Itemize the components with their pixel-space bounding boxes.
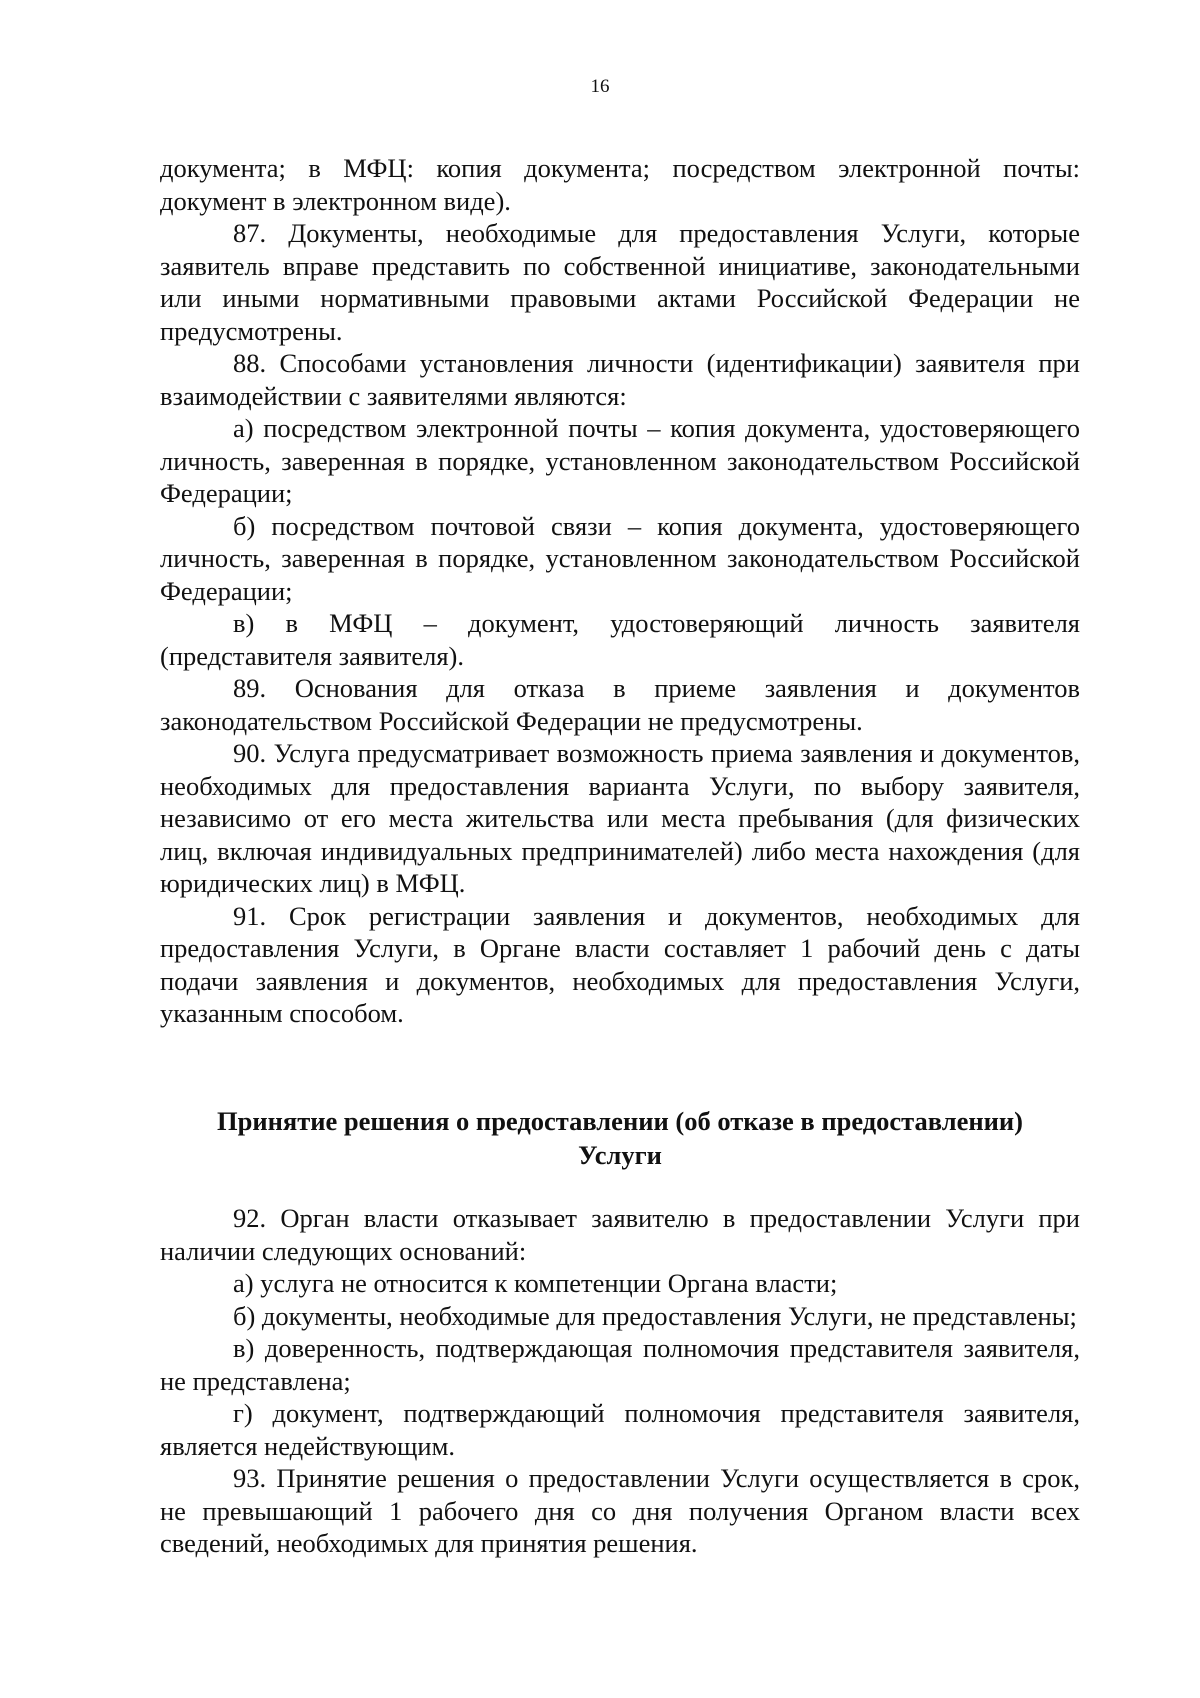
text-section-services-documents bbox=[160, 152, 1080, 1030]
paragraph-89: 89. Основания для отказа в приеме заявления и документов законодательством Российской Федерации не предусмотрены. bbox=[160, 673, 1080, 736]
paragraph-92-a: а) услуга не относится к компетенции Органа власти; bbox=[233, 1268, 838, 1298]
paragraph-91: 91. Срок регистрации заявления и документов, необходимых для предоставления Услуги, в Органе власти составляет 1 рабочий день с даты подачи заявления и документов, необходимых для предоставления Услуги, указанным способом. bbox=[160, 900, 1080, 1028]
paragraph-87: 87. Документы, необходимые для предоставления Услуги, которые заявитель вправе представить по собственной инициативе, законодательными или иными нормативными правовыми актами Российской Федерации не предусмотрены. bbox=[160, 218, 1080, 346]
paragraph-92-b: б) документы, необходимые для предоставления Услуги, не представлены; bbox=[233, 1300, 1077, 1331]
paragraph-88: 88. Способами установления личности (идентификации) заявителя при взаимодействии с заявителями являются: bbox=[160, 348, 1080, 411]
paragraph-88-a: а) посредством электронной почты – копия документа, удостоверяющего личность, заверенная в порядке, установленном законодательством Российской Федерации; bbox=[160, 413, 1080, 508]
page-number: 16 bbox=[590, 76, 610, 97]
paragraph-90: 90. Услуга предусматривает возможность приема заявления и документов, необходимых для предоставления варианта Услуги, по выбору заявителя, независимо от его места жительства или места пребывания (для физических лиц, включая индивидуальных предпринимателей) либо места нахождения (для юридических лиц) в МФЦ. bbox=[160, 738, 1080, 898]
paragraph-88-v: в) в МФЦ – документ, удостоверяющий личность заявителя (представителя заявителя). bbox=[160, 608, 1080, 671]
section-heading-line-1: Принятие решения о предоставлении (об отказе в предоставлении) bbox=[217, 1106, 1023, 1136]
paragraph-88-b: б) посредством почтовой связи – копия документа, удостоверяющего личность, заверенная в порядке, установленном законодательством Российской Федерации; bbox=[160, 510, 1080, 606]
text-section-decision bbox=[160, 1202, 1080, 1560]
paragraph-92: 92. Орган власти отказывает заявителю в предоставлении Услуги при наличии следующих оснований: bbox=[160, 1203, 1080, 1266]
paragraph-continuation: документа; в МФЦ: копия документа; посредством электронной почты: документ в электронном виде). bbox=[160, 153, 1080, 216]
paragraph-92-g: г) документ, подтверждающий полномочия представителя заявителя, является недействующим. bbox=[160, 1398, 1080, 1461]
section-heading-line-2: Услуги bbox=[578, 1140, 662, 1170]
paragraph-93: 93. Принятие решения о предоставлении Услуги осуществляется в срок, не превышающий 1 рабочего дня со дня получения Органом власти всех сведений, необходимых для принятия решения. bbox=[160, 1463, 1080, 1558]
paragraph-92-v: в) доверенность, подтверждающая полномочия представителя заявителя, не представлена; bbox=[160, 1333, 1080, 1396]
section-heading bbox=[160, 1104, 1080, 1172]
